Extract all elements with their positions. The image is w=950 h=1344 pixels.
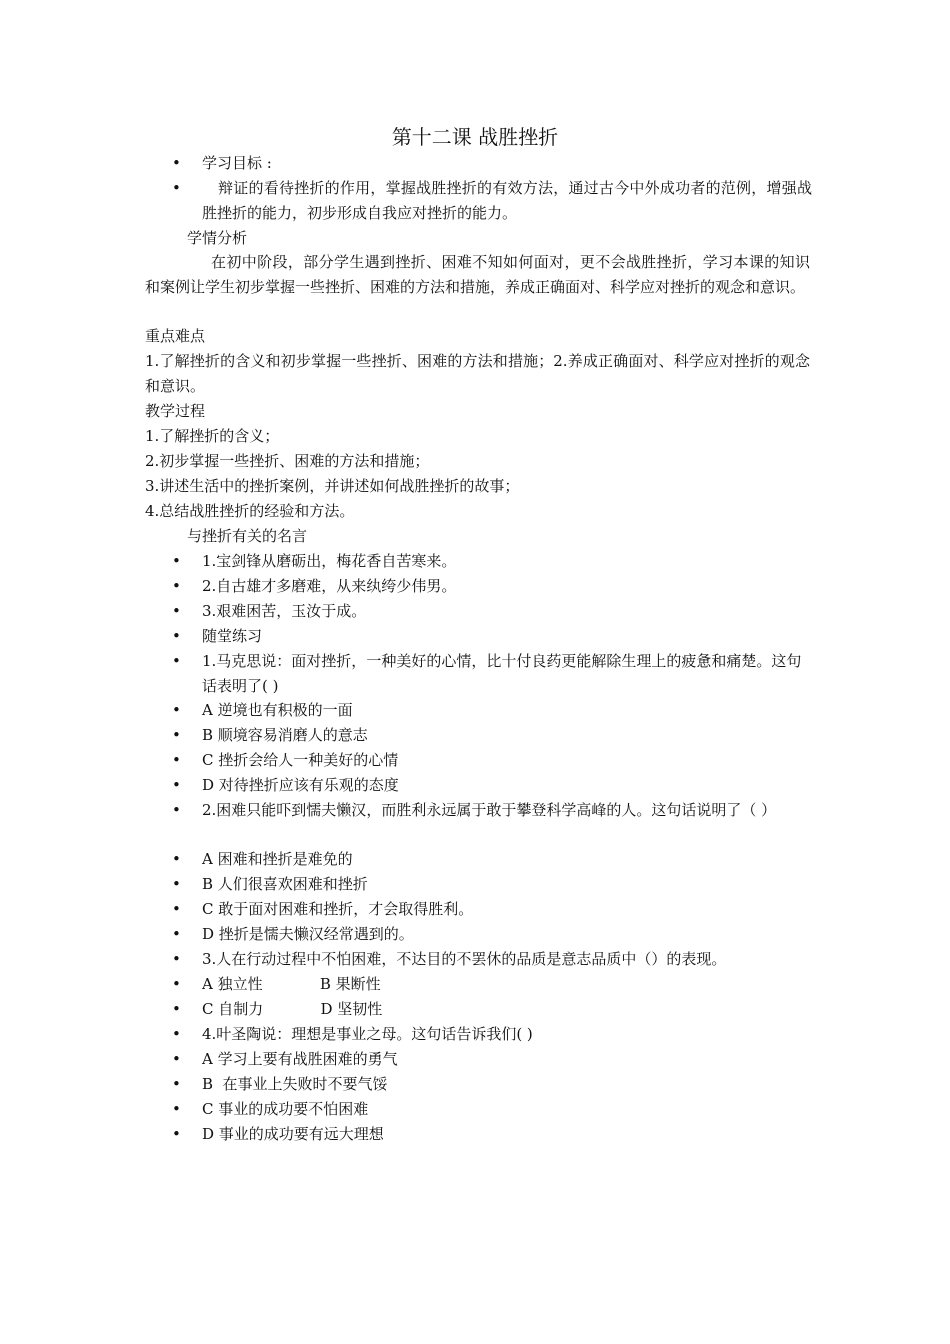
bullet: • — [172, 726, 181, 744]
analysis-label: 学情分析 — [187, 229, 248, 247]
bullet: • — [172, 627, 181, 645]
bullet: • — [172, 1075, 181, 1093]
question-1: 1.马克思说：面对挫折，一种美好的心情，比十付良药更能解除生理上的疲惫和痛楚。这句话表明了( ) — [202, 652, 802, 695]
process-label: 教学过程 — [145, 402, 206, 420]
bullet: • — [172, 1100, 181, 1118]
question-4: 4.叶圣陶说：理想是事业之母。这句话告诉我们( ) — [202, 1025, 533, 1043]
bullet: • — [172, 900, 181, 918]
bullet: • — [172, 552, 181, 570]
question-2: 2.困难只能吓到懦夫懒汉，而胜利永远属于敢于攀登科学高峰的人。这句话说明了（ ） — [202, 801, 777, 819]
process-step: 4.总结战胜挫折的经验和方法。 — [145, 502, 355, 520]
q4-option-c: C 事业的成功要不怕困难 — [202, 1100, 369, 1118]
bullet: • — [172, 179, 181, 197]
practice-label: 随堂练习 — [202, 627, 263, 645]
q1-option-b: B 顺境容易消磨人的意志 — [202, 726, 368, 744]
analysis-text: 在初中阶段，部分学生遇到挫折、困难不知如何面对，更不会战胜挫折，学习本课的知识和案例让学生初步掌握一些挫折、困难的方法和措施，养成正确面对、科学应对挫折的观念和意识。 — [145, 253, 810, 296]
bullet: • — [172, 751, 181, 769]
bullet: • — [172, 154, 181, 172]
q4-option-a: A 学习上要有战胜困难的勇气 — [202, 1050, 398, 1068]
bullet: • — [172, 801, 181, 819]
process-step: 3.讲述生活中的挫折案例，并讲述如何战胜挫折的故事； — [145, 477, 520, 495]
goals-text: 辩证的看待挫折的作用，掌握战胜挫折的有效方法，通过古今中外成功者的范例，增强战胜挫折的能力，初步形成自我应对挫折的能力。 — [202, 179, 812, 222]
bullet: • — [172, 1125, 181, 1143]
bullet: • — [172, 577, 181, 595]
bullet: • — [172, 850, 181, 868]
q1-option-c: C 挫折会给人一种美好的心情 — [202, 751, 399, 769]
q2-option-d: D 挫折是懦夫懒汉经常遇到的。 — [202, 925, 414, 943]
bullet: • — [172, 1050, 181, 1068]
q3-options-cd: C 自制力 D 坚韧性 — [202, 1000, 383, 1018]
bullet: • — [172, 776, 181, 794]
goals-label: 学习目标 : — [202, 154, 272, 172]
q4-option-d: D 事业的成功要有远大理想 — [202, 1125, 384, 1143]
quote-item: 1.宝剑锋从磨砺出，梅花香自苦寒来。 — [202, 552, 457, 570]
bullet: • — [172, 975, 181, 993]
bullet: • — [172, 925, 181, 943]
q2-option-a: A 困难和挫折是难免的 — [202, 850, 353, 868]
bullet: • — [172, 950, 181, 968]
quotes-label: 与挫折有关的名言 — [187, 527, 308, 545]
bullet: • — [172, 1000, 181, 1018]
q4-option-b: B 在事业上失败时不要气馁 — [202, 1075, 388, 1093]
q1-option-d: D 对待挫折应该有乐观的态度 — [202, 776, 399, 794]
quote-item: 3.艰难困苦，玉汝于成。 — [202, 602, 367, 620]
bullet: • — [172, 875, 181, 893]
bullet: • — [172, 652, 181, 670]
process-step: 2.初步掌握一些挫折、困难的方法和措施； — [145, 452, 430, 470]
key-label: 重点难点 — [145, 327, 206, 345]
q2-option-b: B 人们很喜欢困难和挫折 — [202, 875, 368, 893]
q2-option-c: C 敢于面对困难和挫折，才会取得胜利。 — [202, 900, 474, 918]
process-step: 1.了解挫折的含义； — [145, 427, 280, 445]
bullet: • — [172, 602, 181, 620]
q3-options-ab: A 独立性 B 果断性 — [202, 975, 381, 993]
key-text: 1.了解挫折的含义和初步掌握一些挫折、困难的方法和措施；2.养成正确面对、科学应对挫折的观念和意识。 — [145, 352, 810, 395]
q1-option-a: A 逆境也有积极的一面 — [202, 701, 353, 719]
question-3: 3.人在行动过程中不怕困难，不达目的不罢休的品质是意志品质中（）的表现。 — [202, 950, 727, 968]
lesson-title: 第十二课 战胜挫折 — [391, 125, 559, 149]
bullet: • — [172, 701, 181, 719]
quote-item: 2.自古雄才多磨难，从来纨绔少伟男。 — [202, 577, 457, 595]
bullet: • — [172, 1025, 181, 1043]
